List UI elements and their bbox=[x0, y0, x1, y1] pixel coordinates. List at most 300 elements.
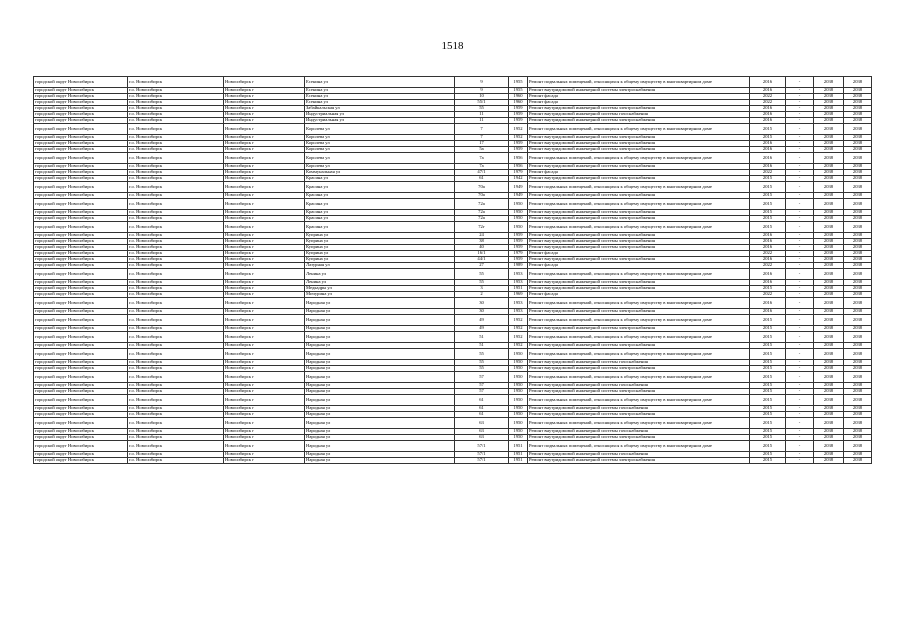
city-cell: Новосибирск г bbox=[224, 77, 305, 88]
plan-year-cell: 2015 bbox=[750, 210, 786, 216]
dash-cell: - bbox=[786, 366, 814, 372]
year-cell: 2038 bbox=[814, 418, 844, 429]
year-cell: 2038 bbox=[814, 269, 844, 280]
city-cell: Новосибирск г bbox=[224, 412, 305, 418]
dash-cell: - bbox=[786, 164, 814, 170]
dash-cell: - bbox=[786, 118, 814, 124]
municipality-cell: г.о. Новосибирск bbox=[128, 239, 224, 245]
city-cell: Новосибирск г bbox=[224, 245, 305, 251]
dash-cell: - bbox=[786, 147, 814, 153]
dash-cell: - bbox=[786, 124, 814, 135]
district-cell: городской округ Новосибирск bbox=[34, 233, 128, 239]
build-year-cell: 1950 bbox=[509, 389, 528, 395]
dash-cell: - bbox=[786, 141, 814, 147]
build-year-cell: 1950 bbox=[509, 412, 528, 418]
dash-cell: - bbox=[786, 222, 814, 233]
dash-cell: - bbox=[786, 332, 814, 343]
district-cell: городской округ Новосибирск bbox=[34, 458, 128, 464]
house-number-cell: 7 bbox=[455, 135, 509, 141]
work-type-cell: Ремонт подвальных помещений, относящихся к общему имуществу в многоквартирном доме bbox=[528, 182, 750, 193]
dash-cell: - bbox=[786, 286, 814, 292]
dash-cell: - bbox=[786, 94, 814, 100]
street-cell: Народная ул bbox=[305, 349, 455, 360]
build-year-cell: 1959 bbox=[509, 118, 528, 124]
dash-cell: - bbox=[786, 315, 814, 326]
city-cell: Новосибирск г bbox=[224, 100, 305, 106]
house-number-cell: 30 bbox=[455, 309, 509, 315]
district-cell: городской округ Новосибирск bbox=[34, 326, 128, 332]
table-row bbox=[34, 349, 872, 360]
build-year-cell: 1955 bbox=[509, 88, 528, 94]
house-number-cell: 51 bbox=[455, 332, 509, 343]
municipality-cell: г.о. Новосибирск bbox=[128, 343, 224, 349]
year-cell: 2038 bbox=[814, 257, 844, 263]
municipality-cell: г.о. Новосибирск bbox=[128, 309, 224, 315]
municipality-cell: г.о. Новосибирск bbox=[128, 372, 224, 383]
district-cell: городской округ Новосибирск bbox=[34, 141, 128, 147]
house-number-cell: 70а bbox=[455, 193, 509, 199]
municipality-cell: г.о. Новосибирск bbox=[128, 182, 224, 193]
municipality-cell: г.о. Новосибирск bbox=[128, 332, 224, 343]
district-cell: городской округ Новосибирск bbox=[34, 135, 128, 141]
municipality-cell: г.о. Новосибирск bbox=[128, 349, 224, 360]
plan-year-cell: 2015 bbox=[750, 286, 786, 292]
district-cell: городской округ Новосибирск bbox=[34, 429, 128, 435]
house-number-cell: 55 bbox=[455, 366, 509, 372]
plan-year-cell: 2016 bbox=[750, 257, 786, 263]
district-cell: городской округ Новосибирск bbox=[34, 395, 128, 406]
dash-cell: - bbox=[786, 263, 814, 269]
year-cell: 2038 bbox=[814, 280, 844, 286]
year-cell: 2038 bbox=[844, 435, 872, 441]
dash-cell: - bbox=[786, 349, 814, 360]
year-cell: 2038 bbox=[814, 141, 844, 147]
street-cell: Красина ул bbox=[305, 222, 455, 233]
work-type-cell: Ремонт фасада bbox=[528, 170, 750, 176]
build-year-cell: 1959 bbox=[509, 106, 528, 112]
house-number-cell: 11 bbox=[455, 118, 509, 124]
city-cell: Новосибирск г bbox=[224, 452, 305, 458]
work-type-cell: Ремонт подвальных помещений, относящихся к общему имуществу в многоквартирном доме bbox=[528, 77, 750, 88]
year-cell: 2038 bbox=[814, 343, 844, 349]
house-number-cell: 9 bbox=[455, 88, 509, 94]
work-type-cell: Ремонт внутридомовой инженерной системы электроснабжения bbox=[528, 245, 750, 251]
plan-year-cell: 2015 bbox=[750, 435, 786, 441]
dash-cell: - bbox=[786, 106, 814, 112]
dash-cell: - bbox=[786, 210, 814, 216]
build-year-cell: 1951 bbox=[509, 452, 528, 458]
work-type-cell: Ремонт внутридомовой инженерной системы электроснабжения bbox=[528, 239, 750, 245]
build-year-cell: 1949 bbox=[509, 193, 528, 199]
plan-year-cell: 2015 bbox=[750, 216, 786, 222]
house-number-cell: 44/1 bbox=[455, 257, 509, 263]
house-number-cell: 7 bbox=[455, 124, 509, 135]
year-cell: 2038 bbox=[814, 106, 844, 112]
plan-year-cell: 2015 bbox=[750, 429, 786, 435]
year-cell: 2038 bbox=[844, 112, 872, 118]
dash-cell: - bbox=[786, 372, 814, 383]
year-cell: 2038 bbox=[844, 332, 872, 343]
street-cell: Есенина ул bbox=[305, 100, 455, 106]
city-cell: Новосибирск г bbox=[224, 147, 305, 153]
dash-cell: - bbox=[786, 441, 814, 452]
year-cell: 2038 bbox=[844, 298, 872, 309]
dash-cell: - bbox=[786, 182, 814, 193]
year-cell: 2038 bbox=[844, 343, 872, 349]
build-year-cell: 1979 bbox=[509, 170, 528, 176]
year-cell: 2038 bbox=[844, 141, 872, 147]
municipality-cell: г.о. Новосибирск bbox=[128, 141, 224, 147]
build-year-cell: 1950 bbox=[509, 406, 528, 412]
work-type-cell: Ремонт подвальных помещений, относящихся к общему имуществу в многоквартирном доме bbox=[528, 153, 750, 164]
work-type-cell: Ремонт фасада bbox=[528, 251, 750, 257]
year-cell: 2038 bbox=[814, 383, 844, 389]
district-cell: городской округ Новосибирск bbox=[34, 280, 128, 286]
street-cell: Красина ул bbox=[305, 182, 455, 193]
year-cell: 2038 bbox=[844, 147, 872, 153]
work-type-cell: Ремонт внутридомовой инженерной системы газоснабжения bbox=[528, 406, 750, 412]
house-number-cell: 3 bbox=[455, 286, 509, 292]
street-cell: Народная ул bbox=[305, 343, 455, 349]
house-number-cell: 72а bbox=[455, 199, 509, 210]
street-cell: Королева ул bbox=[305, 141, 455, 147]
district-cell: городской округ Новосибирск bbox=[34, 147, 128, 153]
dash-cell: - bbox=[786, 100, 814, 106]
build-year-cell: 1950 bbox=[509, 435, 528, 441]
street-cell: Ленина ул bbox=[305, 269, 455, 280]
build-year-cell: 1959 bbox=[509, 257, 528, 263]
city-cell: Новосибирск г bbox=[224, 441, 305, 452]
work-type-cell: Ремонт внутридомовой инженерной системы электроснабжения bbox=[528, 210, 750, 216]
dash-cell: - bbox=[786, 458, 814, 464]
house-number-cell: 5а bbox=[455, 147, 509, 153]
plan-year-cell: 2022 bbox=[750, 251, 786, 257]
street-cell: Куприна ул bbox=[305, 233, 455, 239]
dash-cell: - bbox=[786, 292, 814, 298]
plan-year-cell: 2015 bbox=[750, 349, 786, 360]
house-number-cell: 55 bbox=[455, 349, 509, 360]
work-type-cell: Ремонт фасада bbox=[528, 292, 750, 298]
dash-cell: - bbox=[786, 269, 814, 280]
city-cell: Новосибирск г bbox=[224, 222, 305, 233]
year-cell: 2038 bbox=[844, 326, 872, 332]
dash-cell: - bbox=[786, 77, 814, 88]
dash-cell: - bbox=[786, 343, 814, 349]
year-cell: 2038 bbox=[844, 269, 872, 280]
city-cell: Новосибирск г bbox=[224, 135, 305, 141]
municipality-cell: г.о. Новосибирск bbox=[128, 193, 224, 199]
plan-year-cell: 2015 bbox=[750, 360, 786, 366]
municipality-cell: г.о. Новосибирск bbox=[128, 124, 224, 135]
district-cell: городской округ Новосибирск bbox=[34, 309, 128, 315]
street-cell: Народная ул bbox=[305, 360, 455, 366]
table-row bbox=[34, 372, 872, 383]
plan-year-cell: 2015 bbox=[750, 383, 786, 389]
municipality-cell: г.о. Новосибирск bbox=[128, 406, 224, 412]
work-type-cell: Ремонт внутридомовой инженерной системы электроснабжения bbox=[528, 176, 750, 182]
district-cell: городской округ Новосибирск bbox=[34, 452, 128, 458]
work-type-cell: Ремонт фасада bbox=[528, 94, 750, 100]
work-type-cell: Ремонт внутридомовой инженерной системы электроснабжения bbox=[528, 164, 750, 170]
city-cell: Новосибирск г bbox=[224, 395, 305, 406]
work-type-cell: Ремонт подвальных помещений, относящихся к общему имуществу в многоквартирном доме bbox=[528, 349, 750, 360]
street-cell: Народная ул bbox=[305, 309, 455, 315]
build-year-cell: 1952 bbox=[509, 124, 528, 135]
municipality-cell: г.о. Новосибирск bbox=[128, 269, 224, 280]
district-cell: городской округ Новосибирск bbox=[34, 389, 128, 395]
work-type-cell: Ремонт внутридомовой инженерной системы электроснабжения bbox=[528, 343, 750, 349]
house-number-cell: 63 bbox=[455, 429, 509, 435]
house-number-cell: 24 bbox=[455, 233, 509, 239]
plan-year-cell: 2015 bbox=[750, 135, 786, 141]
city-cell: Новосибирск г bbox=[224, 94, 305, 100]
work-type-cell: Ремонт подвальных помещений, относящихся к общему имуществу в многоквартирном доме bbox=[528, 124, 750, 135]
district-cell: городской округ Новосибирск bbox=[34, 210, 128, 216]
district-cell: городской округ Новосибирск bbox=[34, 418, 128, 429]
dash-cell: - bbox=[786, 199, 814, 210]
year-cell: 2038 bbox=[844, 309, 872, 315]
house-number-cell: 63 bbox=[455, 418, 509, 429]
plan-year-cell: 2015 bbox=[750, 372, 786, 383]
municipality-cell: г.о. Новосибирск bbox=[128, 257, 224, 263]
year-cell: 2038 bbox=[844, 176, 872, 182]
year-cell: 2038 bbox=[814, 124, 844, 135]
street-cell: Народная ул bbox=[305, 441, 455, 452]
street-cell: Красина ул bbox=[305, 210, 455, 216]
plan-year-cell: 2022 bbox=[750, 292, 786, 298]
year-cell: 2038 bbox=[814, 153, 844, 164]
build-year-cell: 1942 bbox=[509, 176, 528, 182]
year-cell: 2038 bbox=[844, 100, 872, 106]
plan-year-cell: 2015 bbox=[750, 389, 786, 395]
work-type-cell: Ремонт внутридомовой инженерной системы газоснабжения bbox=[528, 383, 750, 389]
city-cell: Новосибирск г bbox=[224, 292, 305, 298]
year-cell: 2038 bbox=[844, 366, 872, 372]
plan-year-cell: 2022 bbox=[750, 170, 786, 176]
build-year-cell: 1953 bbox=[509, 269, 528, 280]
work-type-cell: Ремонт внутридомовой инженерной системы электроснабжения bbox=[528, 193, 750, 199]
city-cell: Новосибирск г bbox=[224, 164, 305, 170]
house-number-cell: 57 bbox=[455, 389, 509, 395]
street-cell: Королева ул bbox=[305, 153, 455, 164]
work-type-cell: Ремонт фасада bbox=[528, 100, 750, 106]
street-cell: Красина ул bbox=[305, 193, 455, 199]
plan-year-cell: 2015 bbox=[750, 193, 786, 199]
year-cell: 2038 bbox=[814, 326, 844, 332]
year-cell: 2038 bbox=[814, 216, 844, 222]
city-cell: Новосибирск г bbox=[224, 153, 305, 164]
plan-year-cell: 2016 bbox=[750, 118, 786, 124]
district-cell: городской округ Новосибирск bbox=[34, 360, 128, 366]
year-cell: 2038 bbox=[814, 412, 844, 418]
city-cell: Новосибирск г bbox=[224, 257, 305, 263]
plan-year-cell: 2015 bbox=[750, 452, 786, 458]
municipality-cell: г.о. Новосибирск bbox=[128, 199, 224, 210]
year-cell: 2038 bbox=[814, 435, 844, 441]
year-cell: 2038 bbox=[844, 193, 872, 199]
work-type-cell: Ремонт внутридомовой инженерной системы электроснабжения bbox=[528, 141, 750, 147]
year-cell: 2038 bbox=[814, 94, 844, 100]
street-cell: Куприна ул bbox=[305, 251, 455, 257]
plan-year-cell: 2016 bbox=[750, 245, 786, 251]
build-year-cell: 1956 bbox=[509, 153, 528, 164]
work-type-cell: Ремонт внутридомовой инженерной системы электроснабжения bbox=[528, 435, 750, 441]
build-year-cell: 1950 bbox=[509, 429, 528, 435]
year-cell: 2038 bbox=[814, 263, 844, 269]
year-cell: 2038 bbox=[844, 389, 872, 395]
build-year-cell: 1956 bbox=[509, 164, 528, 170]
city-cell: Новосибирск г bbox=[224, 112, 305, 118]
dash-cell: - bbox=[786, 406, 814, 412]
street-cell: Медкадры ул bbox=[305, 286, 455, 292]
house-number-cell: 72а bbox=[455, 216, 509, 222]
year-cell: 2038 bbox=[844, 222, 872, 233]
dash-cell: - bbox=[786, 135, 814, 141]
work-type-cell: Ремонт внутридомовой инженерной системы электроснабжения bbox=[528, 326, 750, 332]
year-cell: 2038 bbox=[844, 360, 872, 366]
district-cell: городской округ Новосибирск bbox=[34, 94, 128, 100]
house-number-cell: 63 bbox=[455, 435, 509, 441]
street-cell: Народная ул bbox=[305, 372, 455, 383]
district-cell: городской округ Новосибирск bbox=[34, 164, 128, 170]
plan-year-cell: 2015 bbox=[750, 458, 786, 464]
municipality-cell: г.о. Новосибирск bbox=[128, 360, 224, 366]
dash-cell: - bbox=[786, 389, 814, 395]
build-year-cell: 1960 bbox=[509, 100, 528, 106]
plan-year-cell: 2015 bbox=[750, 406, 786, 412]
city-cell: Новосибирск г bbox=[224, 360, 305, 366]
year-cell: 2038 bbox=[844, 372, 872, 383]
year-cell: 2038 bbox=[844, 210, 872, 216]
city-cell: Новосибирск г bbox=[224, 429, 305, 435]
house-number-cell: 61 bbox=[455, 412, 509, 418]
year-cell: 2038 bbox=[814, 286, 844, 292]
city-cell: Новосибирск г bbox=[224, 418, 305, 429]
district-cell: городской округ Новосибирск bbox=[34, 263, 128, 269]
district-cell: городской округ Новосибирск bbox=[34, 406, 128, 412]
city-cell: Новосибирск г bbox=[224, 263, 305, 269]
table-row bbox=[34, 315, 872, 326]
year-cell: 2038 bbox=[814, 458, 844, 464]
plan-year-cell: 2015 bbox=[750, 366, 786, 372]
table-row bbox=[34, 153, 872, 164]
work-type-cell: Ремонт внутридомовой инженерной системы газоснабжения bbox=[528, 112, 750, 118]
plan-year-cell: 2016 bbox=[750, 298, 786, 309]
municipality-cell: г.о. Новосибирск bbox=[128, 170, 224, 176]
build-year-cell: 1960 bbox=[509, 94, 528, 100]
street-cell: Забайкальская ул bbox=[305, 106, 455, 112]
work-type-cell: Ремонт внутридомовой инженерной системы электроснабжения bbox=[528, 257, 750, 263]
street-cell: Народная ул bbox=[305, 332, 455, 343]
build-year-cell: 1950 bbox=[509, 418, 528, 429]
street-cell: Народная ул bbox=[305, 298, 455, 309]
year-cell: 2038 bbox=[814, 366, 844, 372]
house-number-cell: 61 bbox=[455, 395, 509, 406]
work-type-cell: Ремонт подвальных помещений, относящихся к общему имуществу в многоквартирном доме bbox=[528, 418, 750, 429]
build-year-cell: 1989 bbox=[509, 263, 528, 269]
house-number-cell: 51 bbox=[455, 343, 509, 349]
plan-year-cell: 2015 bbox=[750, 332, 786, 343]
work-type-cell: Ремонт подвальных помещений, относящихся к общему имуществу в многоквартирном доме bbox=[528, 441, 750, 452]
year-cell: 2038 bbox=[814, 199, 844, 210]
house-number-cell: 72а bbox=[455, 210, 509, 216]
street-cell: Народная ул bbox=[305, 418, 455, 429]
year-cell: 2038 bbox=[814, 193, 844, 199]
year-cell: 2038 bbox=[814, 389, 844, 395]
plan-year-cell: 2016 bbox=[750, 269, 786, 280]
district-cell: городской округ Новосибирск bbox=[34, 118, 128, 124]
year-cell: 2038 bbox=[814, 100, 844, 106]
year-cell: 2038 bbox=[814, 88, 844, 94]
dash-cell: - bbox=[786, 251, 814, 257]
year-cell: 2038 bbox=[844, 153, 872, 164]
work-type-cell: Ремонт внутридомовой инженерной системы электроснабжения bbox=[528, 412, 750, 418]
dash-cell: - bbox=[786, 176, 814, 182]
year-cell: 2038 bbox=[814, 77, 844, 88]
year-cell: 2038 bbox=[814, 441, 844, 452]
build-year-cell: 1959 bbox=[509, 112, 528, 118]
street-cell: Королева ул bbox=[305, 124, 455, 135]
house-number-cell: 2 bbox=[455, 292, 509, 298]
street-cell: Королева ул bbox=[305, 135, 455, 141]
house-number-cell: 49 bbox=[455, 315, 509, 326]
house-number-cell: 55 bbox=[455, 269, 509, 280]
street-cell: Мичурина ул bbox=[305, 292, 455, 298]
dash-cell: - bbox=[786, 216, 814, 222]
street-cell: Куприна ул bbox=[305, 239, 455, 245]
street-cell: Есенина ул bbox=[305, 94, 455, 100]
city-cell: Новосибирск г bbox=[224, 193, 305, 199]
street-cell: Королева ул bbox=[305, 164, 455, 170]
year-cell: 2038 bbox=[844, 88, 872, 94]
work-type-cell: Ремонт внутридомовой инженерной системы электроснабжения bbox=[528, 233, 750, 239]
city-cell: Новосибирск г bbox=[224, 406, 305, 412]
plan-year-cell: 2016 bbox=[750, 239, 786, 245]
table-row bbox=[34, 441, 872, 452]
district-cell: городской округ Новосибирск bbox=[34, 441, 128, 452]
city-cell: Новосибирск г bbox=[224, 435, 305, 441]
dash-cell: - bbox=[786, 383, 814, 389]
work-type-cell: Ремонт подвальных помещений, относящихся к общему имуществу в многоквартирном доме bbox=[528, 395, 750, 406]
municipality-cell: г.о. Новосибирск bbox=[128, 429, 224, 435]
house-number-cell: 70а bbox=[455, 182, 509, 193]
municipality-cell: г.о. Новосибирск bbox=[128, 251, 224, 257]
municipality-cell: г.о. Новосибирск bbox=[128, 280, 224, 286]
year-cell: 2038 bbox=[814, 298, 844, 309]
street-cell: Красина ул bbox=[305, 176, 455, 182]
work-type-cell: Ремонт внутридомовой инженерной системы электроснабжения bbox=[528, 309, 750, 315]
dash-cell: - bbox=[786, 298, 814, 309]
district-cell: городской округ Новосибирск bbox=[34, 77, 128, 88]
dash-cell: - bbox=[786, 429, 814, 435]
city-cell: Новосибирск г bbox=[224, 349, 305, 360]
year-cell: 2038 bbox=[814, 332, 844, 343]
plan-year-cell: 2022 bbox=[750, 263, 786, 269]
house-number-cell: 55/1 bbox=[455, 100, 509, 106]
year-cell: 2038 bbox=[844, 429, 872, 435]
dash-cell: - bbox=[786, 239, 814, 245]
plan-year-cell: 2015 bbox=[750, 326, 786, 332]
plan-year-cell: 2015 bbox=[750, 412, 786, 418]
municipality-cell: г.о. Новосибирск bbox=[128, 135, 224, 141]
work-type-cell: Ремонт фасада bbox=[528, 263, 750, 269]
house-number-cell: 57/1 bbox=[455, 458, 509, 464]
street-cell: Есенина ул bbox=[305, 77, 455, 88]
plan-year-cell: 2016 bbox=[750, 112, 786, 118]
dash-cell: - bbox=[786, 309, 814, 315]
work-type-cell: Ремонт подвальных помещений, относящихся к общему имуществу в многоквартирном доме bbox=[528, 199, 750, 210]
build-year-cell: 1950 bbox=[509, 216, 528, 222]
